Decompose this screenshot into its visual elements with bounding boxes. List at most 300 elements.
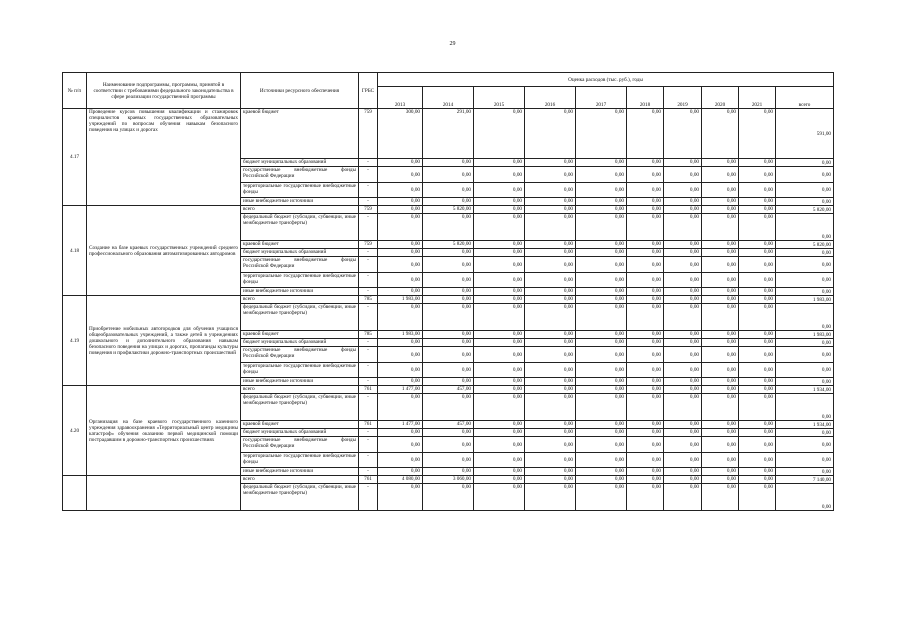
year-value: 0,00 [664,241,702,249]
item-number: 4.19 [63,296,87,386]
grbs-code: - [359,249,378,257]
total-value: 0,00 [776,347,834,363]
year-value: 0,00 [739,347,776,363]
header-grbs: ГРБС [359,73,378,109]
year-value: 0,00 [739,273,776,288]
year-value: 0,00 [378,288,423,296]
grbs-code: 759 [359,206,378,214]
funding-source: государственные внебюджетные фонды Российской Федерации [241,437,359,453]
year-value: 0,00 [664,347,702,363]
year-value: 0,00 [525,394,576,421]
year-value: 0,00 [525,273,576,288]
year-value: 0,00 [525,249,576,257]
header-year: 2014 [423,87,474,109]
year-value: 5 820,00 [423,206,474,214]
year-value: 0,00 [576,347,627,363]
year-value: 0,00 [576,109,627,159]
year-value: 0,00 [474,386,525,394]
funding-source: государственные внебюджетные фонды Российской Федерации [241,257,359,273]
year-value: 0,00 [739,257,776,273]
item-number: 4.20 [63,386,87,476]
total-value: 0,00 [776,339,834,347]
year-value: 0,00 [378,304,423,331]
year-value: 0,00 [702,347,739,363]
year-value: 0,00 [525,476,576,484]
item-name: Проведение курсов повышения квалификации и стажировок специалистов краевых государственных образовательных учреждений по вопросам обучения навыкам безопасного поведения на улицах и дорогах [87,109,241,206]
funding-source: краевой бюджет [241,109,359,159]
year-value: 0,00 [474,429,525,437]
budget-table [62,72,834,511]
year-value: 0,00 [664,331,702,339]
year-value: 0,00 [423,273,474,288]
year-value: 0,00 [739,378,776,386]
year-value: 0,00 [525,386,576,394]
year-value: 0,00 [664,339,702,347]
year-value: 0,00 [627,241,664,249]
year-value: 0,00 [576,296,627,304]
year-value: 0,00 [576,257,627,273]
year-value: 0,00 [378,241,423,249]
year-value: 0,00 [525,167,576,183]
year-value: 0,00 [423,159,474,167]
year-value: 0,00 [525,296,576,304]
year-value: 0,00 [627,429,664,437]
funding-source: всего [241,296,359,304]
grbs-code: - [359,288,378,296]
year-value: 0,00 [664,437,702,453]
year-value: 0,00 [525,378,576,386]
year-value: 0,00 [423,167,474,183]
funding-source: краевой бюджет [241,331,359,339]
year-value: 0,00 [576,159,627,167]
funding-source: государственные внебюджетные фонды Российской Федерации [241,347,359,363]
year-value: 0,00 [576,304,627,331]
year-value: 0,00 [474,198,525,206]
header-year: 2020 [702,87,739,109]
funding-source: федеральный бюджет (субсидии, субвенции, иные межбюджетные трансферты) [241,214,359,241]
funding-source: федеральный бюджет (субсидии, субвенции, иные межбюджетные трансферты) [241,484,359,511]
year-value: 0,00 [627,214,664,241]
total-value: 0,00 [776,273,834,288]
year-value: 0,00 [739,288,776,296]
year-value: 0,00 [423,183,474,198]
table-body [63,109,834,511]
year-value: 0,00 [378,167,423,183]
year-value: 0,00 [627,109,664,159]
year-value: 0,00 [739,394,776,421]
grbs-code: - [359,363,378,378]
total-value: 0,00 [776,453,834,468]
grbs-code: 785 [359,296,378,304]
grbs-code: - [359,167,378,183]
total-value: 1 934,00 [776,386,834,394]
grbs-code: - [359,453,378,468]
total-value: 0,00 [776,304,834,331]
year-value: 0,00 [576,429,627,437]
table-row [63,206,834,214]
year-value: 0,00 [474,159,525,167]
total-value: 0,00 [776,363,834,378]
year-value: 0,00 [627,347,664,363]
year-value: 0,00 [525,484,576,511]
year-value: 0,00 [627,453,664,468]
year-value: 0,00 [702,296,739,304]
year-value: 0,00 [739,468,776,476]
header-estimate-group: Оценка расходов (тыс. руб.), годы [378,73,834,87]
year-value: 0,00 [423,437,474,453]
grbs-code: 759 [359,241,378,249]
year-value: 0,00 [525,198,576,206]
year-value: 0,00 [739,249,776,257]
header-year: 2017 [576,87,627,109]
funding-source: государственные внебюджетные фонды Российской Федерации [241,167,359,183]
year-value: 0,00 [627,273,664,288]
total-value: 591,00 [776,109,834,159]
total-value: 5 820,00 [776,241,834,249]
header-source: Источники ресурсного обеспечения [241,73,359,109]
year-value: 0,00 [378,468,423,476]
year-value: 0,00 [525,288,576,296]
item-name: Приобретение мобильных автогородков для обучения учащихся общеобразовательных учреждений, а также детей в учреждениях дошкольного и дополнительного образования навыкам безопасного поведения на улицах и дорогах, пропаганды культуры поведения и профилактики дорожно-транспортных происшествий [87,296,241,386]
year-value: 0,00 [664,476,702,484]
year-value: 0,00 [702,167,739,183]
page-number: 29 [449,41,456,47]
year-value: 0,00 [627,159,664,167]
funding-source: краевой бюджет [241,421,359,429]
year-value: 0,00 [474,241,525,249]
year-value: 0,00 [423,249,474,257]
total-value: 1 983,00 [776,296,834,304]
year-value: 0,00 [474,378,525,386]
year-value: 291,00 [423,109,474,159]
year-value: 0,00 [739,476,776,484]
year-value: 0,00 [576,437,627,453]
funding-source: иные внебюджетные источники [241,468,359,476]
year-value: 0,00 [627,183,664,198]
year-value: 0,00 [525,159,576,167]
year-value: 0,00 [702,304,739,331]
year-value: 0,00 [702,273,739,288]
year-value: 0,00 [702,214,739,241]
year-value: 0,00 [378,339,423,347]
header-year: 2015 [474,87,525,109]
year-value: 0,00 [702,183,739,198]
grbs-code: 761 [359,476,378,484]
year-value: 0,00 [423,296,474,304]
year-value: 0,00 [739,421,776,429]
year-value: 0,00 [739,437,776,453]
year-value: 0,00 [378,394,423,421]
year-value: 0,00 [627,363,664,378]
year-value: 0,00 [702,453,739,468]
year-value: 0,00 [576,167,627,183]
year-value: 0,00 [576,249,627,257]
funding-source: иные внебюджетные источники [241,378,359,386]
total-value: 0,00 [776,468,834,476]
year-value: 0,00 [474,249,525,257]
item-name: Организация на базе краевого государственного казенного учреждения здравоохранения «Территориальный центр медицины катастроф» обучения оказанию первой медицинской помощи пострадавшим в дорожно-транспортных происшествиях [87,386,241,476]
year-value: 0,00 [627,378,664,386]
year-value: 0,00 [702,257,739,273]
year-value: 0,00 [423,304,474,331]
header-year: 2018 [627,87,664,109]
year-value: 0,00 [702,421,739,429]
year-value: 0,00 [702,378,739,386]
year-value: 1 477,00 [378,386,423,394]
year-value: 457,00 [423,386,474,394]
year-value: 0,00 [474,273,525,288]
year-value: 0,00 [378,378,423,386]
year-value: 0,00 [576,421,627,429]
year-value: 0,00 [474,421,525,429]
year-value: 0,00 [664,206,702,214]
year-value: 0,00 [702,386,739,394]
year-value: 0,00 [739,386,776,394]
year-value: 0,00 [702,241,739,249]
year-value: 0,00 [474,214,525,241]
year-value: 0,00 [627,476,664,484]
year-value: 0,00 [702,249,739,257]
header-year: 2013 [378,87,423,109]
year-value: 0,00 [702,363,739,378]
year-value: 0,00 [702,331,739,339]
year-value: 0,00 [576,339,627,347]
grbs-code: - [359,437,378,453]
year-value: 0,00 [525,206,576,214]
year-value: 0,00 [739,241,776,249]
year-value: 0,00 [423,339,474,347]
year-value: 1 983,00 [378,331,423,339]
year-value: 0,00 [378,273,423,288]
item-name: Создание на базе краевых государственных учреждений среднего профессионального образования автоматизированных автодромов [87,206,241,296]
year-value: 0,00 [576,288,627,296]
funding-source: всего [241,206,359,214]
grbs-code: - [359,468,378,476]
year-value: 0,00 [702,206,739,214]
year-value: 0,00 [702,159,739,167]
grbs-code: - [359,394,378,421]
year-value: 0,00 [739,206,776,214]
year-value: 0,00 [739,159,776,167]
year-value: 0,00 [702,198,739,206]
year-value: 0,00 [378,249,423,257]
grbs-code: 761 [359,386,378,394]
year-value: 0,00 [423,453,474,468]
year-value: 0,00 [525,421,576,429]
year-value: 0,00 [576,453,627,468]
year-value: 0,00 [739,109,776,159]
funding-source: территориальные государственные внебюджетные фонды [241,453,359,468]
year-value: 0,00 [474,109,525,159]
year-value: 0,00 [664,468,702,476]
year-value: 0,00 [627,386,664,394]
grbs-code: - [359,429,378,437]
year-value: 0,00 [627,296,664,304]
year-value: 0,00 [664,288,702,296]
table-row [63,109,834,159]
grbs-code: 761 [359,421,378,429]
item-number [63,476,87,511]
year-value: 0,00 [627,304,664,331]
total-value: 0,00 [776,484,834,511]
funding-source: всего [241,386,359,394]
year-value: 0,00 [576,198,627,206]
year-value: 0,00 [702,437,739,453]
year-value: 0,00 [576,476,627,484]
year-value: 5 820,00 [423,241,474,249]
year-value: 0,00 [664,484,702,511]
total-value: 0,00 [776,214,834,241]
year-value: 0,00 [664,198,702,206]
year-value: 0,00 [474,183,525,198]
year-value: 0,00 [423,429,474,437]
year-value: 0,00 [739,484,776,511]
year-value: 0,00 [378,453,423,468]
year-value: 0,00 [702,109,739,159]
funding-source: бюджет муниципальных образований [241,249,359,257]
year-value: 1 477,00 [378,421,423,429]
total-value: 1 983,00 [776,331,834,339]
year-value: 0,00 [423,214,474,241]
funding-source: территориальные государственные внебюджетные фонды [241,363,359,378]
year-value: 0,00 [627,339,664,347]
year-value: 0,00 [664,304,702,331]
total-value: 7 140,00 [776,476,834,484]
total-value: 0,00 [776,437,834,453]
funding-source: федеральный бюджет (субсидии, субвенции, иные межбюджетные трансферты) [241,304,359,331]
year-value: 0,00 [739,331,776,339]
year-value: 0,00 [525,241,576,249]
year-value: 0,00 [423,394,474,421]
year-value: 0,00 [664,159,702,167]
year-value: 0,00 [474,453,525,468]
year-value: 0,00 [525,453,576,468]
year-value: 0,00 [423,257,474,273]
year-value: 0,00 [702,288,739,296]
total-value: 5 820,00 [776,206,834,214]
year-value: 0,00 [702,476,739,484]
funding-source: краевой бюджет [241,241,359,249]
year-value: 0,00 [702,429,739,437]
grbs-code: - [359,257,378,273]
year-value: 0,00 [627,249,664,257]
funding-source: территориальные государственные внебюджетные фонды [241,273,359,288]
year-value: 0,00 [702,394,739,421]
year-value: 0,00 [525,347,576,363]
year-value: 0,00 [702,484,739,511]
total-value: 0,00 [776,288,834,296]
header-year: 2019 [664,87,702,109]
year-value: 457,00 [423,421,474,429]
year-value: 0,00 [627,484,664,511]
year-value: 0,00 [664,249,702,257]
year-value: 0,00 [627,288,664,296]
year-value: 0,00 [525,331,576,339]
grbs-code: 759 [359,109,378,159]
grbs-code: - [359,183,378,198]
year-value: 0,00 [627,167,664,183]
year-value: 0,00 [664,453,702,468]
year-value: 0,00 [664,363,702,378]
total-value: 0,00 [776,198,834,206]
grbs-code: - [359,378,378,386]
grbs-code: - [359,304,378,331]
year-value: 0,00 [423,378,474,386]
header-year: 2021 [739,87,776,109]
year-value: 0,00 [423,468,474,476]
year-value: 0,00 [576,214,627,241]
year-value: 0,00 [627,257,664,273]
year-value: 0,00 [664,394,702,421]
year-value: 0,00 [627,198,664,206]
year-value: 0,00 [378,429,423,437]
year-value: 0,00 [474,296,525,304]
year-value: 0,00 [474,484,525,511]
year-value: 0,00 [739,339,776,347]
funding-source: иные внебюджетные источники [241,288,359,296]
header-number: № п/п [63,73,87,109]
table-header [63,73,834,109]
year-value: 0,00 [378,484,423,511]
year-value: 0,00 [702,339,739,347]
year-value: 0,00 [664,421,702,429]
year-value: 0,00 [378,214,423,241]
year-value: 0,00 [627,206,664,214]
grbs-code: - [359,484,378,511]
year-value: 0,00 [739,429,776,437]
year-value: 0,00 [664,183,702,198]
year-value: 0,00 [378,183,423,198]
year-value: 0,00 [525,183,576,198]
year-value: 0,00 [474,331,525,339]
year-value: 0,00 [474,304,525,331]
year-value: 0,00 [739,296,776,304]
year-value: 0,00 [423,347,474,363]
year-value: 0,00 [576,378,627,386]
year-value: 0,00 [664,386,702,394]
year-value: 0,00 [423,198,474,206]
year-value: 0,00 [525,468,576,476]
year-value: 0,00 [627,421,664,429]
year-value: 0,00 [576,241,627,249]
item-number: 4.17 [63,109,87,206]
year-value: 0,00 [576,273,627,288]
year-value: 0,00 [474,394,525,421]
year-value: 0,00 [576,331,627,339]
year-value: 0,00 [576,206,627,214]
year-value: 0,00 [576,468,627,476]
year-value: 0,00 [576,394,627,421]
year-value: 0,00 [576,484,627,511]
year-value: 0,00 [378,347,423,363]
year-value: 0,00 [525,304,576,331]
year-value: 0,00 [739,167,776,183]
year-value: 0,00 [378,159,423,167]
year-value: 0,00 [525,339,576,347]
funding-source: всего [241,476,359,484]
year-value: 4 080,00 [378,476,423,484]
table-row [63,296,834,304]
total-value: 0,00 [776,257,834,273]
total-value: 0,00 [776,378,834,386]
grbs-code: - [359,273,378,288]
year-value: 0,00 [525,437,576,453]
year-value: 0,00 [474,476,525,484]
year-value: 0,00 [627,331,664,339]
header-year-total: всего [776,87,834,109]
year-value: 0,00 [423,331,474,339]
total-value: 0,00 [776,183,834,198]
